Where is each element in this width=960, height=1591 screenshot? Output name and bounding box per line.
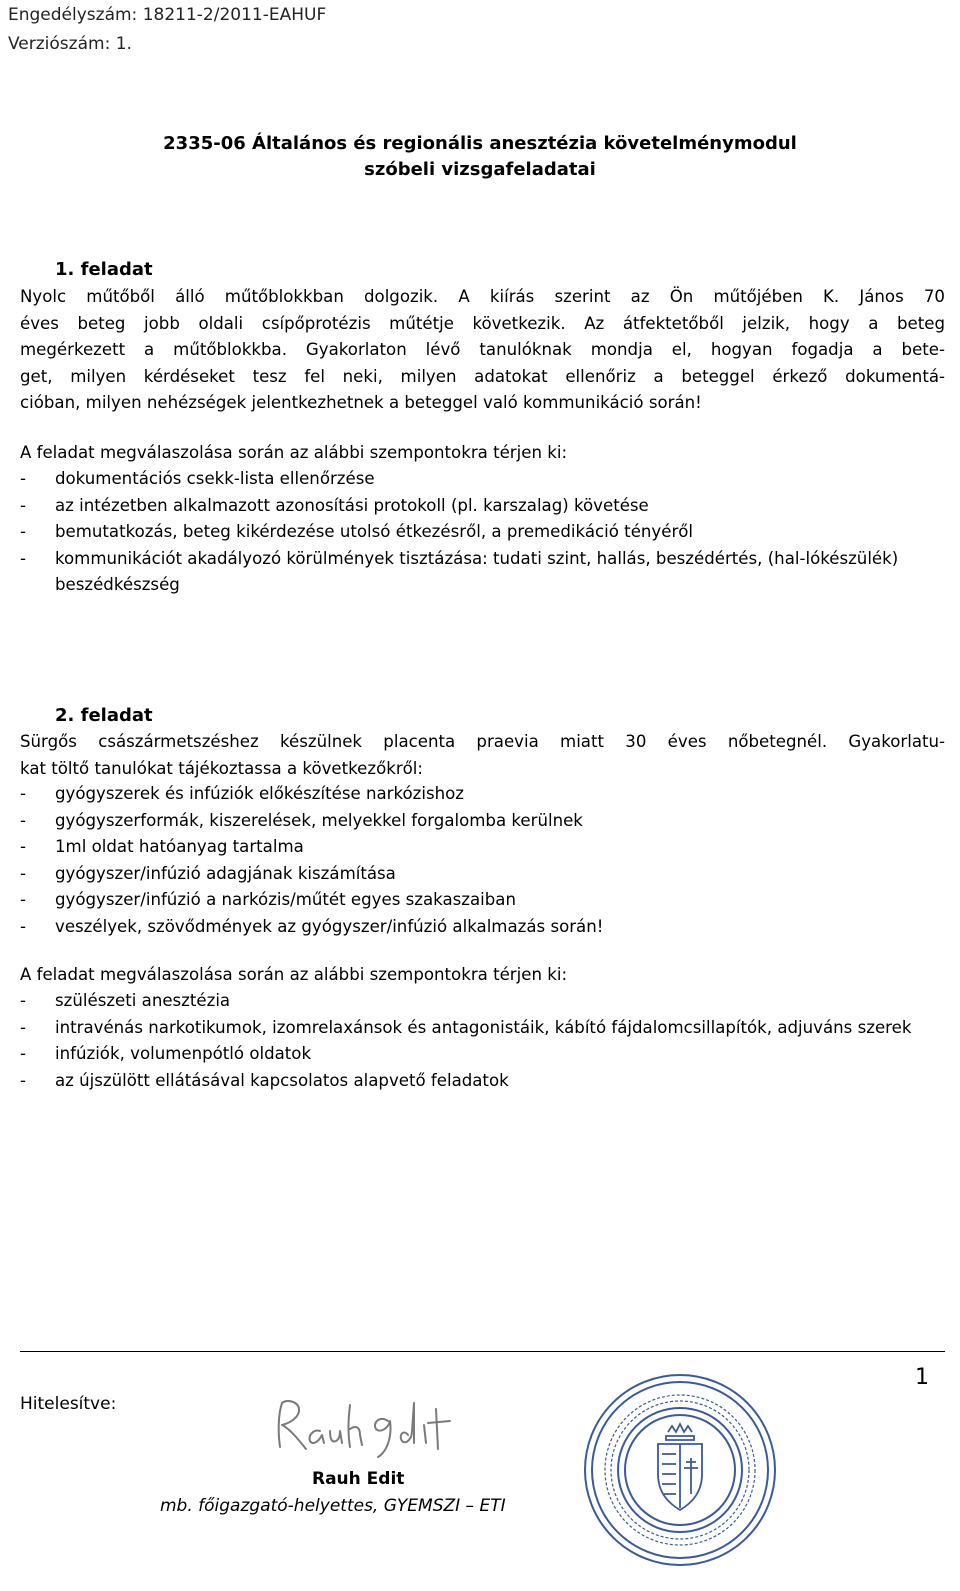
official-stamp: [580, 1370, 780, 1570]
version-number: Verziószám: 1.: [8, 34, 132, 54]
task-1-line: get, milyen kérdéseket tesz fel neki, milyen adatokat ellenőriz a beteggel érkező dokumentá-: [20, 366, 945, 386]
task-1-criteria-lead: A feladat megválaszolása során az alábbi szempontokra térjen ki:: [20, 443, 568, 462]
signer-name: Rauh Edit: [312, 1469, 405, 1489]
task-1-line: cióban, milyen nehézségek jelentkezhetnek a beteggel való kommunikáció során!: [20, 393, 702, 412]
list-item: - gyógyszerformák, kiszerelések, melyekkel forgalomba kerülnek: [20, 810, 583, 830]
task-1-line: éves beteg jobb oldali csípőprotézis műtétje következik. Az átfektetőből jelzik, hogy a beteg: [20, 313, 945, 333]
task-1-body: [20, 284, 945, 417]
signature-image: [268, 1395, 478, 1465]
signer-title: mb. főigazgató-helyettes, GYEMSZI – ETI: [160, 1496, 506, 1516]
document-subtitle: szóbeli vizsgafeladatai: [364, 159, 596, 180]
list-item: - kommunikációt akadályozó körülmények tisztázása: tudati szint, hallás, beszédértés, (hal-lókészülék) beszédkészség: [20, 548, 899, 594]
list-item: - az újszülött ellátásával kapcsolatos alapvető feladatok: [20, 1070, 509, 1090]
task-2-line: kat töltő tanulókat tájékoztassa a következőkről:: [20, 758, 424, 778]
list-item: - veszélyek, szövődmények az gyógyszer/infúzió alkalmazás során!: [20, 916, 604, 936]
task-2-criteria-list: [20, 988, 945, 1094]
list-item: - intravénás narkotikumok, izomrelaxánsok és antagonistáik, kábító fájdalomcsillapítók, adjuváns szerek: [20, 1017, 912, 1037]
list-item: - bemutatkozás, beteg kikérdezése utolsó étkezésről, a premedikáció tényéről: [20, 522, 694, 541]
document-title: 2335-06 Általános és regionális anesztézia követelménymodul: [163, 133, 797, 154]
task-2-heading: 2. feladat: [55, 705, 153, 726]
task-1-criteria-list: [20, 466, 945, 599]
task-2-body: [20, 729, 945, 782]
task-1-line: megérkezett a műtőblokkba. Gyakorlaton lévő tanulóknak mondja el, hogyan fogadja a bete-: [20, 340, 945, 359]
list-item: - szülészeti anesztézia: [20, 991, 231, 1010]
permit-number: Engedélyszám: 18211-2/2011-EAHUF: [8, 5, 327, 25]
page-number: 1: [915, 1365, 929, 1390]
task-2-criteria-lead: A feladat megválaszolása során az alábbi szempontokra térjen ki:: [20, 965, 568, 984]
list-item: - dokumentációs csekk-lista ellenőrzése: [20, 469, 375, 488]
list-item: - gyógyszer/infúzió adagjának kiszámítása: [20, 863, 396, 883]
list-item: - gyógyszer/infúzió a narkózis/műtét egyes szakaszaiban: [20, 890, 516, 909]
task-2-line: Sürgős császármetszéshez készülnek placenta praevia miatt 30 éves nőbetegnél. Gyakorlatu-: [20, 732, 945, 751]
list-item: - 1ml oldat hatóanyag tartalma: [20, 837, 304, 856]
task-1-heading: 1. feladat: [55, 259, 153, 280]
task-1-line: Nyolc műtőből álló műtőblokkban dolgozik. A kiírás szerint az Ön műtőjében K. János 70: [20, 287, 945, 306]
list-item: - gyógyszerek és infúziók előkészítése narkózishoz: [20, 784, 464, 803]
task-2-items-list: [20, 781, 945, 940]
list-item: - az intézetben alkalmazott azonosítási protokoll (pl. karszalag) követése: [20, 495, 649, 515]
list-item: - infúziók, volumenpótló oldatok: [20, 1044, 312, 1063]
footer-divider: [20, 1351, 945, 1352]
certified-label: Hitelesítve:: [20, 1394, 117, 1414]
